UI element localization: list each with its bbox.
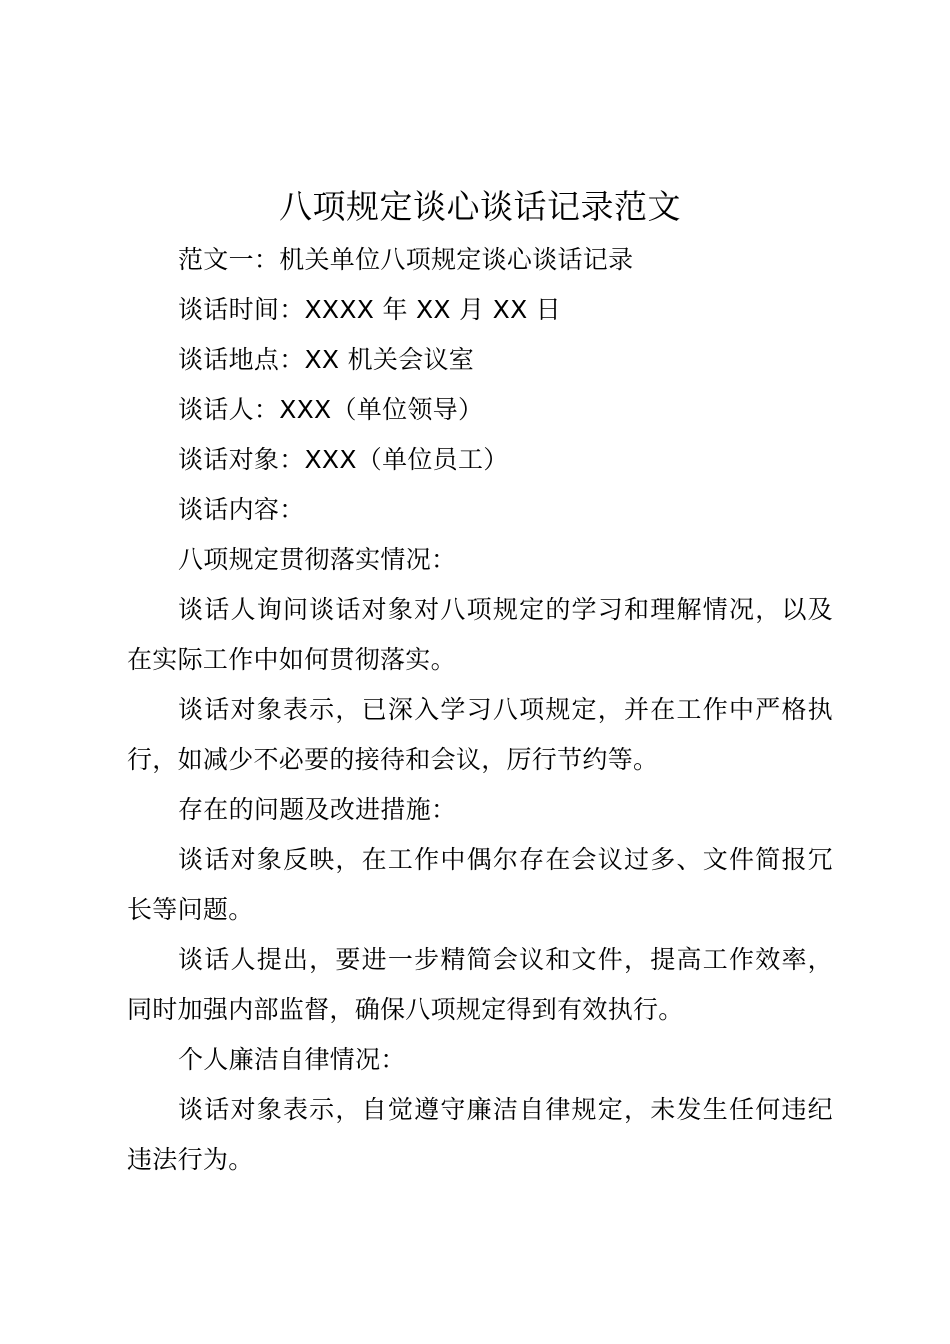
paragraph: 谈话人询问谈话对象对八项规定的学习和理解情况，以及在实际工作中如何贯彻落实。 (127, 595, 833, 674)
paragraph: 谈话对象反映，在工作中偶尔存在会议过多、文件简报冗长等问题。 (127, 845, 833, 924)
paragraph: 谈话对象表示，自觉遵守廉洁自律规定，未发生任何违纪违法行为。 (127, 1095, 833, 1174)
paragraph: 存在的问题及改进措施： (178, 795, 457, 824)
document-page (127, 178, 833, 1185)
paragraph: 谈话对象表示，已深入学习八项规定，并在工作中严格执行，如减少不必要的接待和会议，厉行节约等。 (127, 695, 833, 774)
paragraph: 八项规定贯彻落实情况： (178, 545, 457, 574)
paragraph: 谈话内容： (178, 495, 305, 524)
paragraph: 谈话时间：XXXX 年 XX 月 XX 日 (178, 295, 562, 324)
paragraph: 范文一：机关单位八项规定谈心谈话记录 (178, 245, 634, 274)
paragraph: 谈话地点：XX 机关会议室 (178, 345, 475, 374)
paragraph: 个人廉洁自律情况： (178, 1045, 406, 1074)
paragraph: 谈话对象：XXX（单位员工） (178, 445, 509, 474)
paragraph: 谈话人提出，要进一步精简会议和文件，提高工作效率，同时加强内部监督，确保八项规定得到有效执行。 (127, 945, 833, 1024)
document-title: 八项规定谈心谈话记录范文 (279, 187, 681, 226)
paragraph: 谈话人：XXX（单位领导） (178, 395, 484, 424)
